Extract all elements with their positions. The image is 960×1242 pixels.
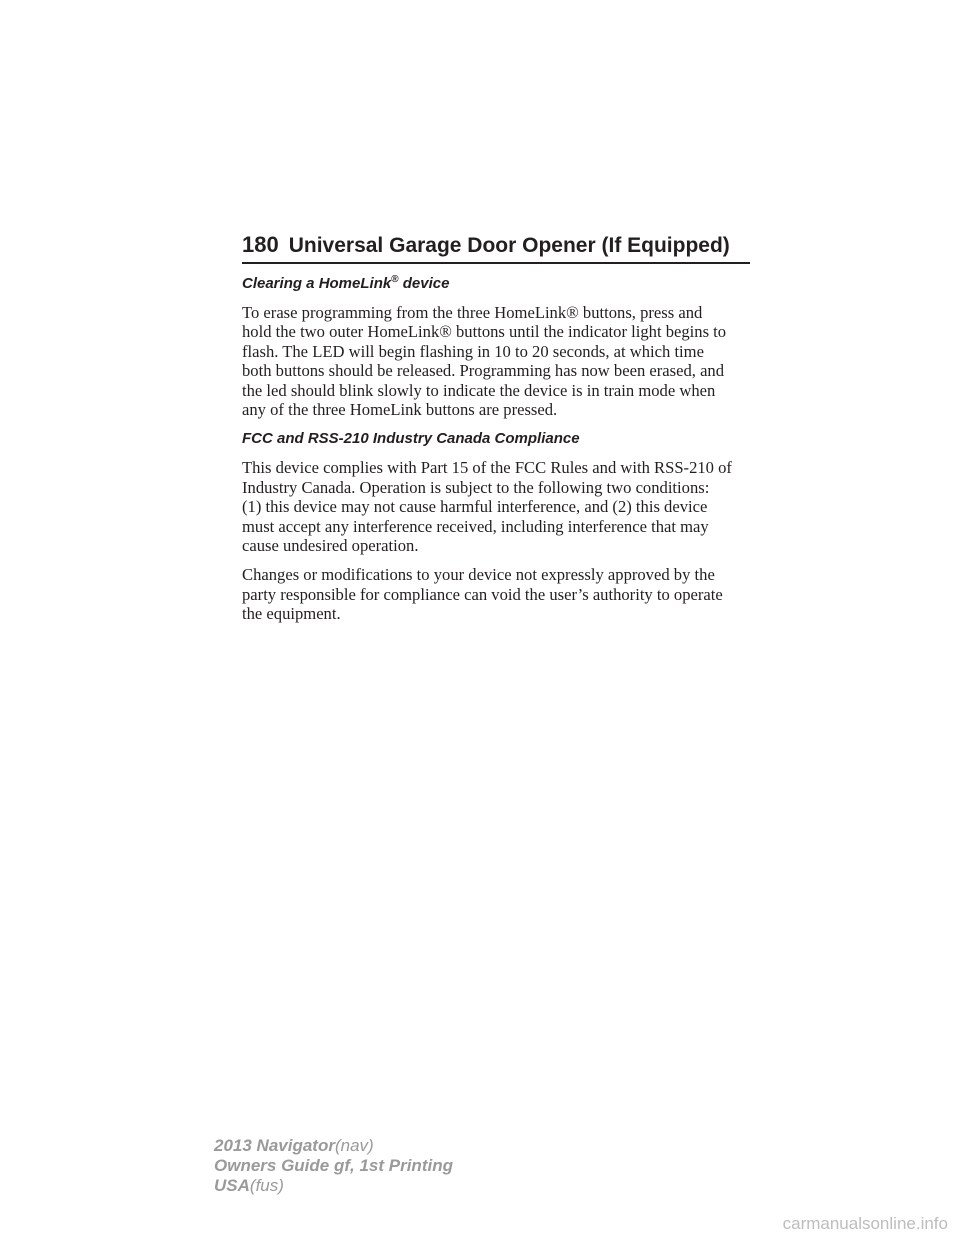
text-line: party responsible for compliance can void the user’s authority to operate [242, 584, 723, 604]
print-footer [214, 1136, 453, 1196]
page-header [242, 232, 750, 264]
page-number: 180 [242, 232, 279, 257]
text-line: any of the three HomeLink buttons are pressed. [242, 400, 558, 420]
text-line: flash. The LED will begin flashing in 10 to 20 seconds, at which time [242, 341, 704, 361]
registered-mark: ® [391, 274, 399, 285]
text-line: To erase programming from the three HomeLink® buttons, press and [242, 303, 703, 322]
section-heading-clearing-homelink: Clearing a HomeLink® device [242, 274, 450, 292]
text-line: the led should blink slowly to indicate the device is in train mode when [242, 380, 716, 400]
page-content [242, 270, 762, 634]
page-title: Universal Garage Door Opener (If Equipped) [288, 234, 730, 257]
text-line: the equipment. [242, 604, 341, 624]
text-line: cause undesired operation. [242, 536, 419, 556]
text-line: hold the two outer HomeLink® buttons until the indicator light begins to [242, 322, 727, 342]
text-line: (1) this device may not cause harmful interference, and (2) this device [242, 497, 708, 517]
text-line: Industry Canada. Operation is subject to the following two conditions: [242, 477, 710, 497]
modifications-paragraph [242, 565, 762, 623]
text-line: both buttons should be released. Programming has now been erased, and [242, 361, 725, 381]
text-line: This device complies with Part 15 of the FCC Rules and with RSS-210 of [242, 458, 732, 478]
footer-line-edition: Owners Guide gf, 1st Printing [214, 1156, 453, 1175]
text-line: must accept any interference received, including interference that may [242, 516, 709, 536]
clearing-paragraph [242, 303, 762, 419]
site-watermark: carmanualsonline.info [782, 1214, 948, 1233]
footer-line-model: 2013 Navigator(nav) [214, 1136, 374, 1155]
section-heading-fcc-compliance: FCC and RSS-210 Industry Canada Compliance [242, 430, 580, 448]
fcc-paragraph [242, 458, 762, 555]
text-line: Changes or modifications to your device not expressly approved by the [242, 565, 715, 585]
footer-line-market: USA(fus) [214, 1176, 284, 1195]
